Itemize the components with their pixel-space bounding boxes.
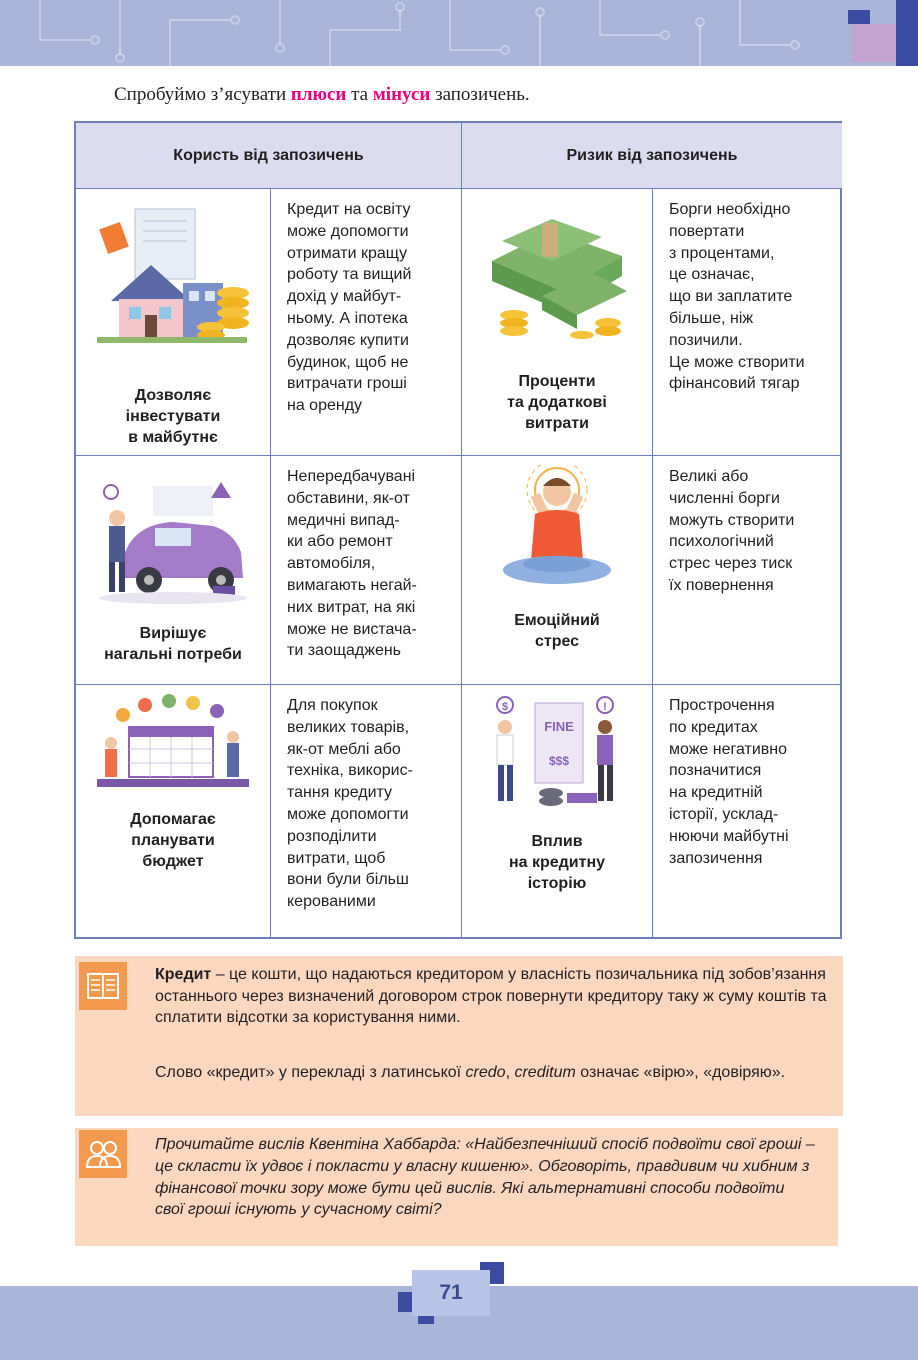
car-repair-illustration — [93, 478, 253, 608]
benefit-caption: Вирішує нагальні потреби — [104, 625, 242, 663]
definition-text — [155, 964, 827, 1029]
book-icon-graphic — [87, 973, 119, 999]
benefit-cell-budget — [76, 685, 271, 937]
intro-sentence — [114, 82, 530, 108]
group-icon — [79, 1130, 127, 1178]
stressed-person-illustration — [497, 464, 617, 589]
risk-text: Прострочення по кредитах може негативно позначитися на кредитній історії, усклад- нюючи майбутні запозичення — [669, 697, 789, 867]
discussion-text: Прочитайте вислів Квентіна Хаббарда: «Найбезпечніший спосіб подвоїти свої гроші – це скласти їх удвоє і покласти у власну кишеню». Обговоріть, правдивим чи хибним з фінансової точки зору може бути цей вислів. Які альтернативні способи подвоїти свої гроші існують у сучасному світі? — [155, 1136, 815, 1219]
exclaim-label: ! — [603, 701, 607, 713]
intro-minus-word: мінуси — [372, 84, 431, 105]
etymology-part: означає «вірю», «довіряю». — [575, 1064, 786, 1081]
top-banner — [0, 0, 918, 66]
definition-box — [75, 956, 843, 1116]
header-benefit: Користь від запозичень — [76, 123, 462, 189]
benefit-cell-urgent — [76, 456, 271, 685]
decor-square — [398, 1292, 412, 1312]
definition-term: Кредит — [155, 966, 212, 983]
etymology-part: , — [505, 1064, 515, 1081]
page-number: 71 — [412, 1270, 490, 1316]
latin-word: credo — [465, 1064, 506, 1081]
house-coins-illustration — [93, 203, 253, 353]
risk-cell-credit-history — [462, 685, 653, 937]
risk-cell-interest — [462, 189, 653, 456]
fine-label: FINE — [544, 719, 574, 734]
risk-caption: Проценти та додаткові витрати — [507, 373, 607, 432]
etymology-part: Слово «кредит» у перекладі з латинської — [155, 1064, 466, 1081]
benefit-text: Для покупок великих товарів, як-от меблі або техніка, викорис- тання кредиту може допомогти розподілити витрати, щоб вони були більш керованими — [271, 685, 462, 937]
risk-text: Великі або численні борги можуть створити психологічний стрес через тиск їх повернення — [653, 456, 842, 685]
latin-word: creditum — [514, 1064, 576, 1081]
group-icon-graphic — [85, 1139, 121, 1169]
circuit-pattern — [0, 0, 918, 66]
benefit-text: Непередбачувані обставини, як-от медичні випад- ки або ремонт автомобіля, вимагають негай- них витрат, на які може не вистача- ти заощаджень — [271, 456, 462, 685]
book-icon — [79, 962, 127, 1010]
intro-plus-word: плюси — [290, 84, 347, 105]
risk-caption: Вплив на кредитну історію — [508, 833, 606, 892]
benefits-risks-table — [74, 121, 842, 939]
benefit-caption: Дозволяє інвестувати в майбутнє — [125, 387, 221, 446]
risk-text: Борги необхідно повертати з процентами, це означає, що ви заплатите більше, ніж позичили. Це може створити фінансовий тягар — [653, 189, 842, 456]
intro-text: запозичень. — [430, 84, 530, 105]
budget-calendar-illustration — [93, 693, 253, 793]
risk-caption: Емоційний стрес — [514, 612, 600, 650]
intro-text: та — [346, 84, 373, 105]
benefit-cell-invest — [76, 189, 271, 456]
benefit-text: Кредит на освіту може допомогти отримати кращу роботу та вищий дохід у майбут- ньому. А іпотека дозволяє купити будинок, щоб не витрачати гроші на оренду — [271, 189, 462, 456]
discussion-box — [75, 1128, 838, 1246]
benefit-caption: Допомагає планувати бюджет — [130, 811, 216, 870]
fine-bill-illustration — [487, 693, 627, 813]
dollar-label: $ — [501, 701, 509, 713]
header-risk: Ризик від запозичень — [462, 123, 842, 189]
risk-cell-stress — [462, 456, 653, 685]
money-label: $$$ — [548, 754, 570, 768]
page-number-badge — [398, 1262, 506, 1324]
etymology-text — [155, 1062, 827, 1084]
definition-body: – це кошти, що надаються кредитором у власність позичальника під зобов’язання останнього через визначений договором строк повернути кредитору таку ж суму коштів та сплатити відсотки за користування ними. — [155, 966, 827, 1026]
intro-text: Спробуймо з’ясувати — [114, 84, 291, 105]
money-stacks-illustration — [482, 211, 632, 346]
